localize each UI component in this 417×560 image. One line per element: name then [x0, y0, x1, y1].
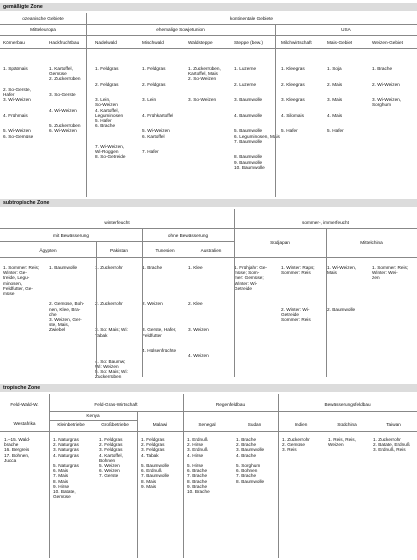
header-south-japan: Südjapan: [270, 240, 290, 245]
header-central-china: Mittelchina: [360, 240, 383, 245]
header-sudan: Sudan: [247, 422, 262, 427]
rotation-cell: 1. Sommer: Reis; Winter: Ge- treide, Legu- minosen, Feldfutter, Ge- müse: [3, 265, 40, 297]
rotation-cell: 1. Spätmais 2. So-Gerste, Hafer 3. Wi-Weizen 4. Frühmais 5. Wi-Weizen 6. So-Gemüse: [3, 66, 34, 139]
header-winter-humid: winterfeucht: [104, 220, 130, 225]
rotation-cell: 1. Winter: Raps; Sommer: Reis 2. Winter: Wi- Getreide Sommer: Reis: [281, 265, 315, 323]
section-header-tropical: [0, 384, 417, 392]
divider: [0, 48, 417, 49]
header-central-europe: Mitteleuropa: [30, 27, 56, 32]
divider: [0, 257, 417, 258]
divider: [0, 241, 234, 242]
rotation-cell: 1. Zuckerrohr 2. Zuckerrohr 3. So: Mais; Wi: Tabak 4. So: Baumw; Wi: Weizen 5. So: Mais; Wi: Zuckerrüben: [95, 265, 128, 380]
header-field-forest-rotation: Feld-Wald-W.: [10, 402, 39, 407]
rotation-cell: 1. Naturgras 2. Naturgras 3. Naturgras 4. Naturgras 5. Naturgras 6. Mais 7. Mais 8. Mais 9. Hirse 10. Batate, Gemüse: [53, 437, 79, 500]
divider: [86, 13, 87, 197]
divider: [326, 229, 327, 377]
header-kenya: Kenya: [86, 413, 100, 418]
header-south-china: Südchina: [337, 422, 357, 427]
header-field-grass-rotation: Feld-Gras-Wirtschaft: [94, 402, 138, 407]
section-title-temperate: gemäßigte Zone: [3, 4, 43, 10]
column-header: Weizen-Gebiet: [372, 40, 403, 45]
rotation-cell: 1. Soja 2. Mais 3. Mais 4. Mais 5. Hafer: [327, 66, 344, 134]
column-header: Waldsteppe: [188, 40, 213, 45]
divider: [49, 394, 50, 558]
header-senegal: Senegal: [198, 422, 216, 427]
column-header: Körnerbau: [3, 40, 25, 45]
rotation-cell: 1. Brache 2. Wi-Weizen 3. Wi-Weizen, Sorghum: [372, 66, 402, 108]
divider: [183, 394, 184, 558]
divider: [137, 412, 138, 558]
rotation-cell: 1. Baumwolle 2. Gemüse, Boh- nen, Klee, Bra- che 3. Weizen, Ger- ste, Mais, Zwiebel: [49, 265, 85, 333]
header-rainfed-farming: Regenfeldbau: [215, 402, 246, 407]
rotation-cell: 1. Feldgras 2. Feldgras 3. Feldgras 4. Kartoffel, Bohnen 5. Weizen 6. Weizen 7. Gerste: [99, 437, 123, 479]
column-header: Mais-Gebiet: [327, 40, 353, 45]
rotation-cell: 1. Frühjahr: Ge- müse; Som- mer: Gemüse; Winter: Wi- Getreide: [234, 265, 268, 291]
header-irrigated-farming: Bewässerungsfeldbau: [324, 402, 371, 407]
rotation-cell: 1. Zuckerrüben, Kartoffel, Mais 2. So-Weizen 3. So-Weizen: [188, 66, 221, 103]
rotation-cell: 1. Zuckerrohr 2. Batate, Erdnuß 3. Erdnuß, Reis: [373, 437, 410, 453]
header-small-farms: Kleinbetriebe: [57, 422, 85, 427]
divider: [0, 35, 417, 36]
divider: [278, 394, 279, 558]
header-australia: Australien: [200, 248, 222, 253]
column-header: Mischwald: [142, 40, 164, 45]
divider: [96, 242, 97, 377]
divider: [49, 420, 137, 421]
header-taiwan: Taiwan: [386, 422, 401, 427]
rotation-cell: 1. Reis, Reis, Weizen: [328, 437, 356, 448]
header-with-irrigation: mit Bewässerung: [53, 233, 89, 238]
rotation-cell: 1. Wi-Weizen, Mais 2. Baumwolle: [327, 265, 357, 312]
divider: [49, 411, 183, 412]
rotation-cell: 1. Sommer: Reis; Winter: Wei- zen: [372, 265, 409, 281]
divider: [275, 25, 276, 197]
column-header: Milchwirtschaft: [281, 40, 312, 45]
section-header-subtropical: [0, 199, 417, 207]
header-large-farms: Großbetriebe: [101, 422, 129, 427]
rotation-cell: 1. Luzerne 2. Luzerne 3. Baumwolle 4. Baumwolle 5. Baumwolle 6. Leguminosen, Mais 7. Baumwolle 8. Baumwolle 9. Baumwolle 10. Baumwolle: [234, 66, 280, 170]
section-header-temperate: [0, 3, 417, 11]
rotation-cell: 1. Kartoffel, Gemüse 2. Zuckerrüben 3. So-Gerste 4. Wi-Weizen 5. Zuckerrüben 6. Wi-Weizen: [49, 66, 81, 134]
header-west-africa: Westafrika: [13, 421, 36, 426]
header-summer-ever-humid: sommer-, immerfeucht: [302, 220, 349, 225]
rotation-cell: 1. Brache 2. Weizen 3. Gerste, Hafer, Feldfutter 4. Hülsenfrüchte: [142, 265, 177, 354]
rotation-cell: 1. Zuckerrohr 2. Gemüse 3. Reis: [282, 437, 310, 453]
rotation-cell: 1. Feldgras 2. Feldgras 3. Feldgras 4. Tabak 5. Baumwolle 6. Erdnuß 7. Baumwolle 8. Mais 9. Mais: [141, 437, 170, 489]
rotation-cell: 1. Feldgras 2. Feldgras 3. Lein 4. Frühkartoffel 5. Wi-Weizen 6. Kartoffel 7. Hafer: [142, 66, 174, 155]
divider: [0, 228, 417, 229]
divider: [234, 209, 235, 377]
header-egypt: Ägypten: [39, 248, 57, 253]
column-header: Nadelwald: [95, 40, 117, 45]
divider: [0, 431, 417, 432]
header-oceanic: ozeanische Gebiete: [22, 16, 64, 21]
rotation-cell: 1. Erdnuß 2. Hirse 3. Erdnuß 4. Hirse 5. Hirse 6. Brache 7. Brache 8. Brache 9. Brache 10. Brache: [187, 437, 210, 495]
header-india: Indien: [294, 422, 308, 427]
header-usa: USA: [341, 27, 351, 32]
rotation-cell: 1. Feldgras 2. Feldgras 3. Lein, So-Weizen 4. Kartoffel, Leguminosen 5. Hafer 6. Brache 7. Wi-Weizen, Wi-Roggen 8. So-Getreide: [95, 66, 126, 160]
rotation-cell: 1. Klee 2. Klee 3. Weizen 4. Weizen: [188, 265, 209, 359]
header-tunisia: Tunesien: [155, 248, 175, 253]
rotation-cell: 1.–15. Wald- brache 16. Bergreis 17. Bohnen, Jucca: [4, 437, 31, 463]
divider: [0, 24, 417, 25]
section-title-subtropical: subtropische Zone: [3, 200, 50, 206]
rotation-cell: 1. Brache 2. Brache 3. Baumwolle 4. Brache 5. Sorghum 6. Bohnen 7. Brache 8. Baumwolle: [236, 437, 265, 484]
header-continental: kontinentale Gebiete: [229, 16, 273, 21]
header-pakistan: Pakistan: [110, 248, 128, 253]
divider: [142, 229, 143, 377]
column-header: Hackfruchtbau: [49, 40, 80, 45]
section-title-tropical: tropische Zone: [3, 385, 41, 391]
header-without-irrigation: ohne Bewässerung: [167, 233, 209, 238]
column-header: Steppe (bew.): [234, 40, 263, 45]
divider: [183, 411, 417, 412]
header-malawi: Malawi: [152, 422, 168, 427]
header-former-soviet-union: ehemalige Sowjetunion: [156, 27, 205, 32]
rotation-cell: 1. Kleegras 2. Kleegras 3. Kleegras 4. Silomais 5. Hafer: [281, 66, 305, 134]
